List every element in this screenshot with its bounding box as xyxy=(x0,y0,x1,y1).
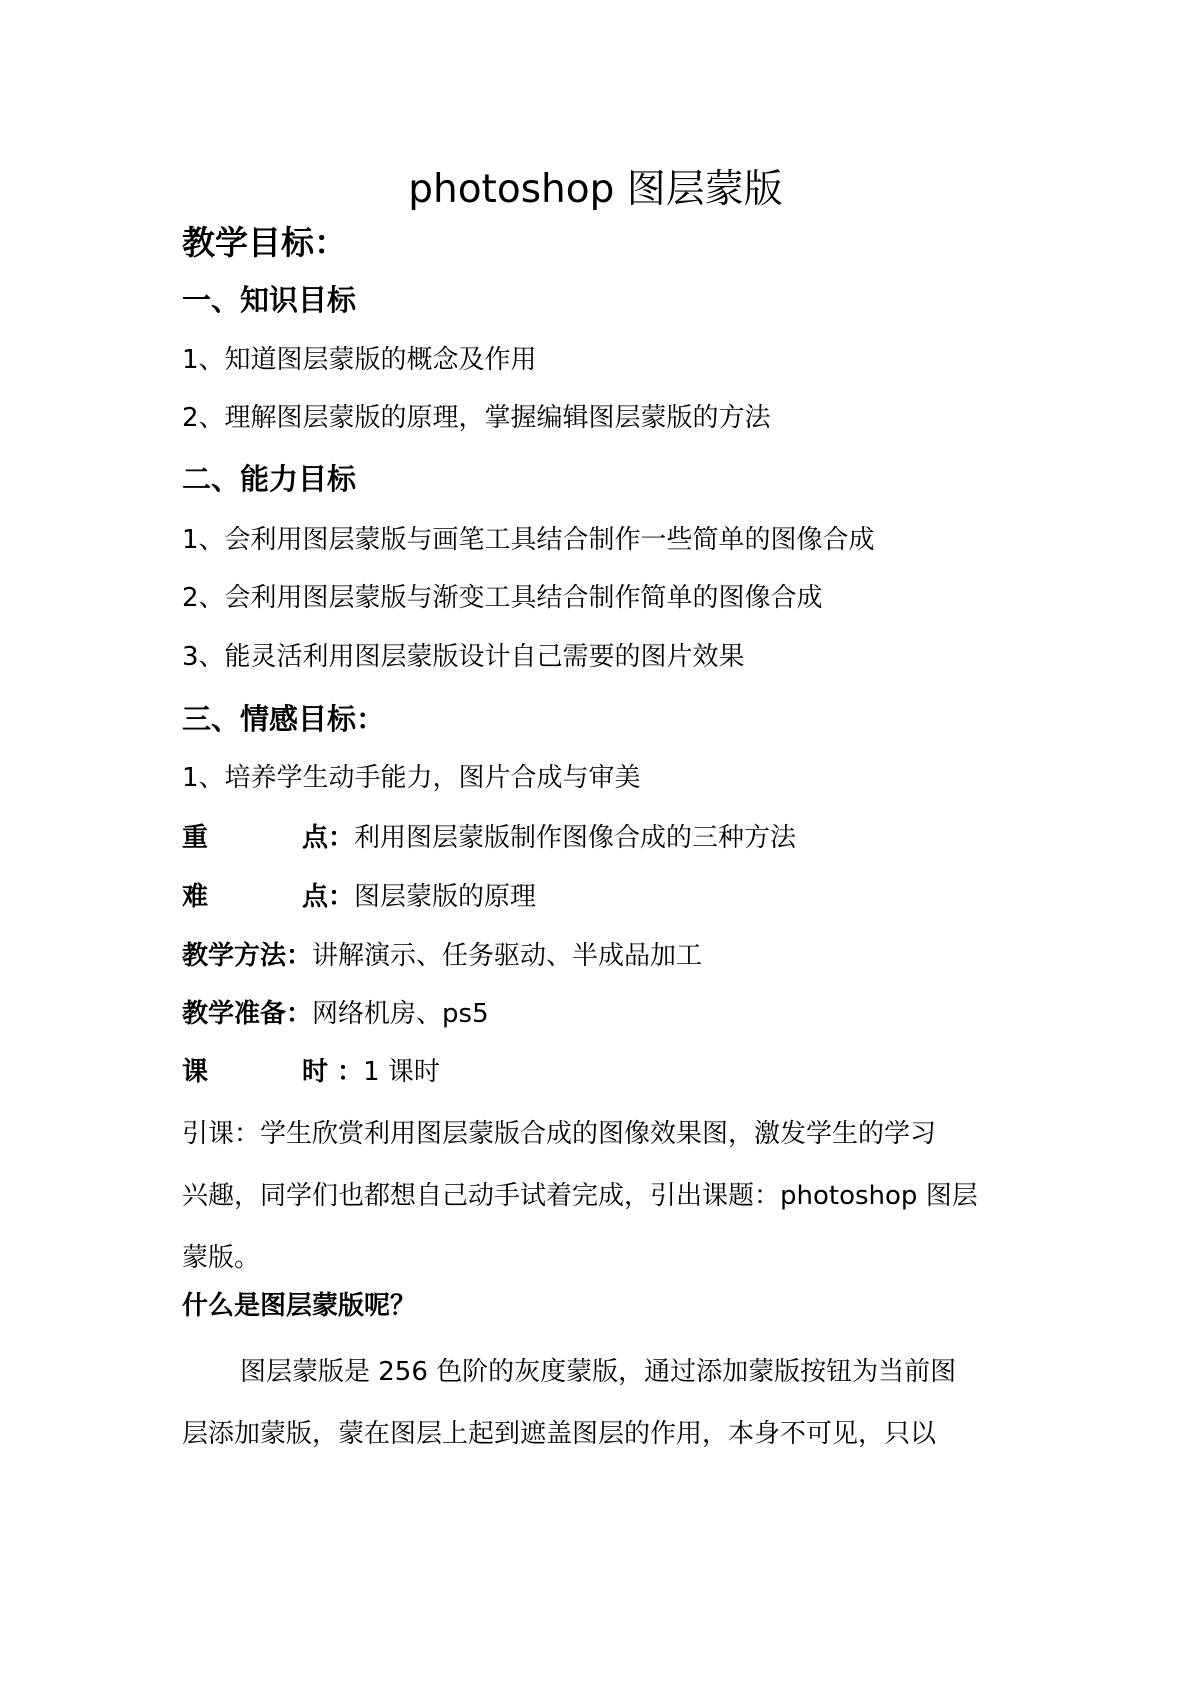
period-label-a: 课 xyxy=(182,1057,209,1087)
method-row xyxy=(182,936,702,976)
intro-line: 蒙版。 xyxy=(182,1243,261,1273)
difficulty-value: 图层蒙版的原理 xyxy=(354,882,537,912)
intro-line: 引课：学生欣赏利用图层蒙版合成的图像效果图，激发学生的学习 xyxy=(182,1119,937,1149)
method-label: 教学方法： xyxy=(182,941,313,971)
ability-item: 3、能灵活利用图层蒙版设计自己需要的图片效果 xyxy=(182,642,745,672)
document-title: photoshop 图层蒙版 xyxy=(408,167,783,212)
knowledge-item: 2、理解图层蒙版的原理，掌握编辑图层蒙版的方法 xyxy=(182,403,771,433)
ability-objectives-heading: 二、能力目标 xyxy=(182,462,357,496)
knowledge-item: 1、知道图层蒙版的概念及作用 xyxy=(182,345,537,375)
key-point-value: 利用图层蒙版制作图像合成的三种方法 xyxy=(354,823,797,853)
definition-paragraph xyxy=(182,1341,956,1465)
period-row xyxy=(182,1052,440,1092)
emotion-item: 1、培养学生动手能力，图片合成与审美 xyxy=(182,763,641,793)
ability-item: 1、会利用图层蒙版与画笔工具结合制作一些简单的图像合成 xyxy=(182,525,875,555)
period-label-b: 时 ： xyxy=(302,1057,364,1087)
question-heading: 什么是图层蒙版呢？ xyxy=(182,1291,417,1321)
difficulty-label-b: 点： xyxy=(302,882,355,912)
emotion-objectives-heading: 三、情感目标： xyxy=(182,702,386,736)
ability-item: 2、会利用图层蒙版与渐变工具结合制作简单的图像合成 xyxy=(182,583,823,613)
definition-line: 图层蒙版是 256 色阶的灰度蒙版，通过添加蒙版按钮为当前图 xyxy=(240,1357,957,1387)
difficulty-label-a: 难 xyxy=(182,882,209,912)
preparation-value: 网络机房、ps5 xyxy=(312,999,489,1029)
intro-line: 兴趣，同学们也都想自己动手试着完成，引出课题：photoshop 图层 xyxy=(182,1181,978,1211)
key-point-row xyxy=(182,818,796,858)
preparation-row xyxy=(182,994,489,1034)
key-point-label-b: 点： xyxy=(302,823,355,853)
period-value: 1 课时 xyxy=(363,1057,440,1087)
knowledge-objectives-heading: 一、知识目标 xyxy=(182,283,357,317)
intro-paragraph xyxy=(182,1103,978,1289)
definition-line: 层添加蒙版，蒙在图层上起到遮盖图层的作用，本身不可见，只以 xyxy=(182,1419,937,1449)
key-point-label-a: 重 xyxy=(182,823,209,853)
preparation-label: 教学准备： xyxy=(182,999,313,1029)
method-value: 讲解演示、任务驱动、半成品加工 xyxy=(312,941,703,971)
difficulty-row xyxy=(182,877,536,917)
teaching-objectives-heading: 教学目标： xyxy=(182,223,347,262)
